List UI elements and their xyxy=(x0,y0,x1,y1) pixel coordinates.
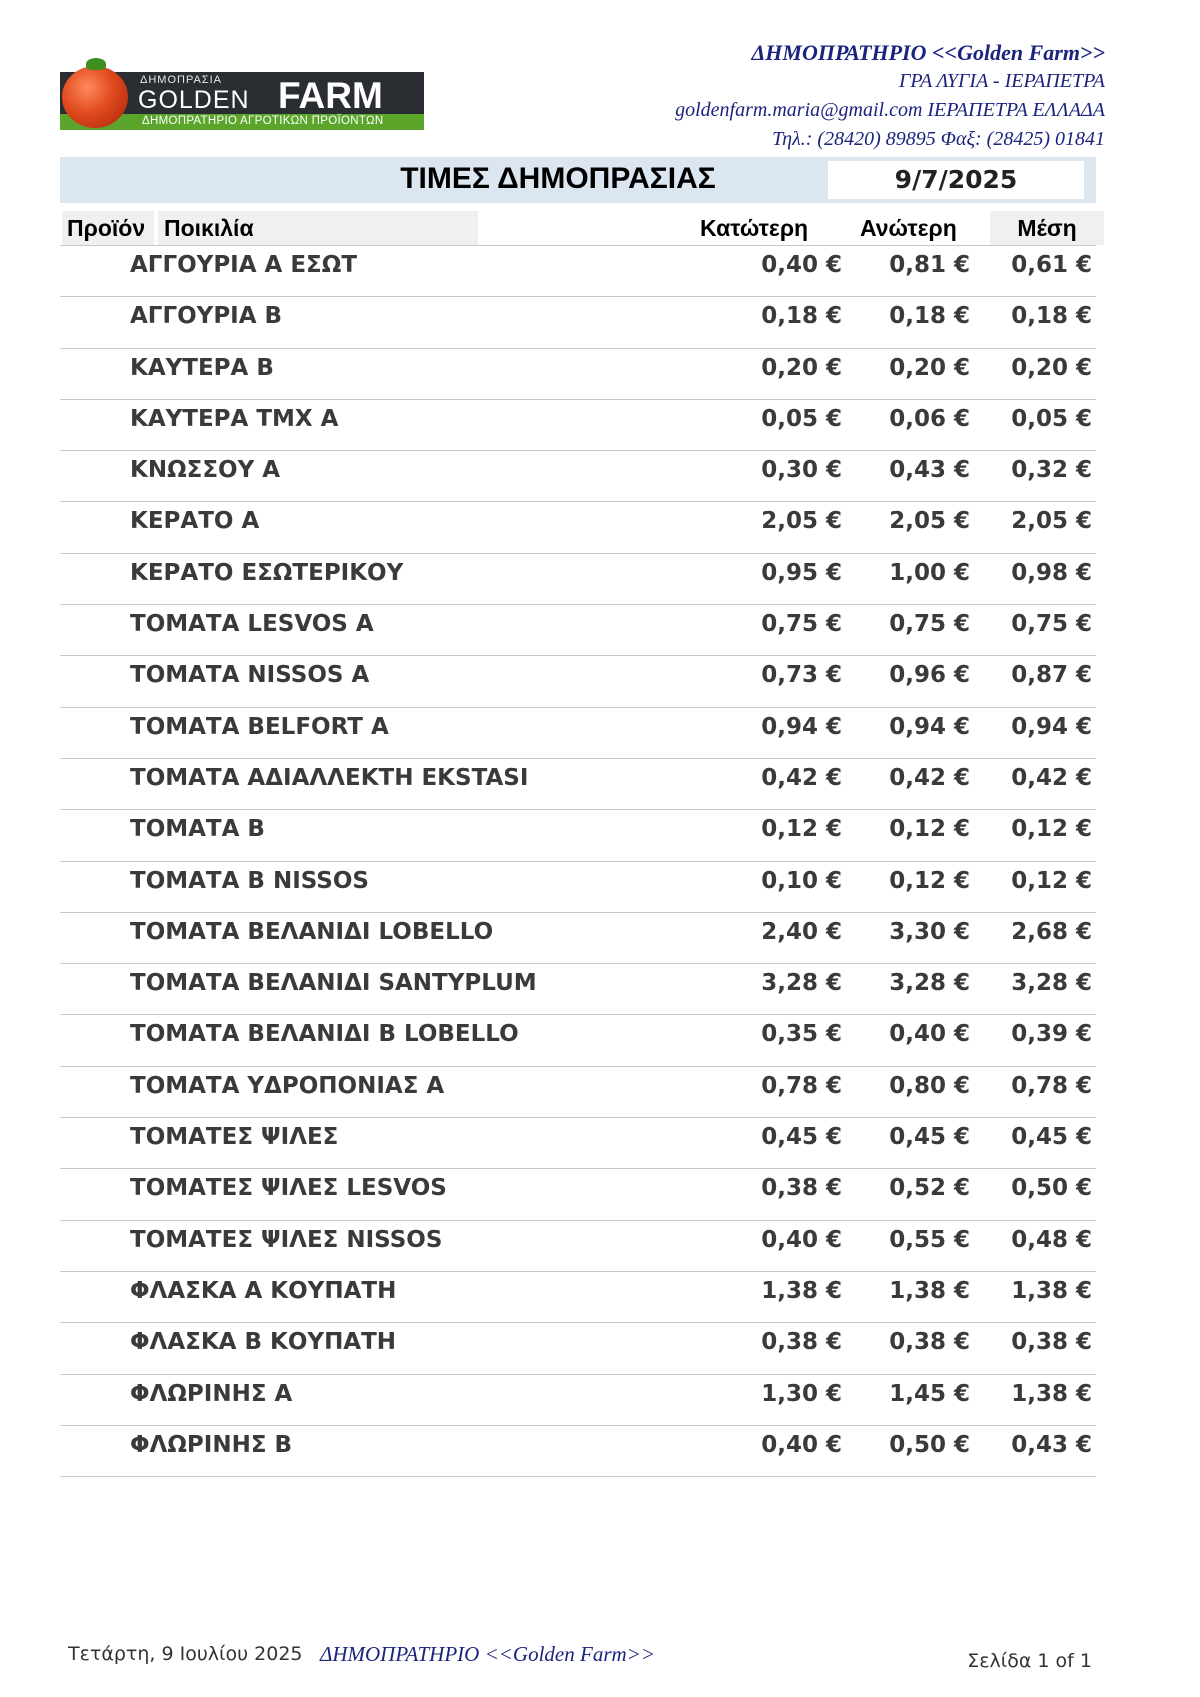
price-min: 0,94 € xyxy=(761,713,842,740)
footer-company: ΔΗΜΟΠΡΑΤΗΡΙΟ <<Golden Farm>> xyxy=(320,1642,656,1666)
price-min: 0,38 € xyxy=(761,1175,842,1202)
table-row xyxy=(60,400,1096,451)
table-row xyxy=(60,1067,1096,1118)
price-min: 0,73 € xyxy=(761,662,842,689)
table-row xyxy=(60,708,1096,759)
table-row xyxy=(60,349,1096,400)
price-avg: 0,39 € xyxy=(1011,1021,1092,1048)
price-avg: 0,20 € xyxy=(1011,354,1092,381)
product-name: ΤΟΜΑΤΑ ΒΕΛΑΝΙΔΙ Β LOBELLO xyxy=(130,1021,519,1048)
product-name: ΚΑΥΤΕΡΑ Β xyxy=(130,354,274,381)
company-address: ΓΡΑ ΛΥΓΙΑ - ΙΕΡΑΠΕΤΡΑ xyxy=(898,70,1105,92)
title-bar xyxy=(60,157,1096,203)
product-name: ΤΟΜΑΤΑ ΥΔΡΟΠΟΝΙΑΣ Α xyxy=(130,1072,445,1099)
price-min: 0,78 € xyxy=(761,1072,842,1099)
price-min: 0,18 € xyxy=(761,303,842,330)
price-max: 1,45 € xyxy=(889,1380,970,1407)
price-table xyxy=(60,246,1096,1477)
price-min: 0,45 € xyxy=(761,1124,842,1151)
price-avg: 0,45 € xyxy=(1011,1124,1092,1151)
price-max: 3,28 € xyxy=(889,970,970,997)
price-max: 0,12 € xyxy=(889,816,970,843)
product-name: ΑΓΓΟΥΡΙΑ Α ΕΣΩΤ xyxy=(130,252,358,278)
table-row xyxy=(60,759,1096,810)
product-name: ΤΟΜΑΤΑ ΒΕΛΑΝΙΔΙ LOBELLO xyxy=(130,918,494,945)
product-name: ΚΑΥΤΕΡΑ ΤΜΧ Α xyxy=(130,405,339,432)
product-name: ΤΟΜΑΤΑ NISSOS Α xyxy=(130,662,370,689)
price-max: 0,75 € xyxy=(889,611,970,638)
price-avg: 0,43 € xyxy=(1011,1431,1092,1458)
price-max: 0,40 € xyxy=(889,1021,970,1048)
price-max: 0,12 € xyxy=(889,867,970,894)
company-logo xyxy=(60,58,424,132)
price-min: 0,30 € xyxy=(761,457,842,484)
price-min: 2,05 € xyxy=(761,508,842,535)
price-min: 0,10 € xyxy=(761,867,842,894)
table-row xyxy=(60,502,1096,553)
product-name: ΚΕΡΑΤΟ Α xyxy=(130,508,260,535)
price-avg: 0,42 € xyxy=(1011,764,1092,791)
table-row xyxy=(60,605,1096,656)
logo-small-text: ΔΗΜΟΠΡΑΣΙΑ xyxy=(140,74,223,86)
price-avg: 0,38 € xyxy=(1011,1329,1092,1356)
table-row xyxy=(60,1015,1096,1066)
logo-band-text: ΔΗΜΟΠΡΑΤΗΡΙΟ ΑΓΡΟΤΙΚΩΝ ΠΡΟΪΟΝΤΩΝ xyxy=(142,115,384,127)
table-row xyxy=(60,1221,1096,1272)
price-min: 0,42 € xyxy=(761,764,842,791)
footer-date: Τετάρτη, 9 Ιουλίου 2025 xyxy=(68,1643,303,1665)
table-row xyxy=(60,964,1096,1015)
price-min: 0,40 € xyxy=(761,1226,842,1253)
price-avg: 0,12 € xyxy=(1011,867,1092,894)
table-row xyxy=(60,246,1096,297)
price-avg: 0,98 € xyxy=(1011,559,1092,586)
column-header-min: Κατώτερη xyxy=(700,215,809,241)
product-name: ΤΟΜΑΤΑ LESVOS Α xyxy=(130,611,374,638)
price-min: 3,28 € xyxy=(761,970,842,997)
price-avg: 0,61 € xyxy=(1011,252,1092,278)
table-row xyxy=(60,1272,1096,1323)
price-max: 0,20 € xyxy=(889,354,970,381)
price-max: 0,55 € xyxy=(889,1226,970,1253)
price-avg: 0,78 € xyxy=(1011,1072,1092,1099)
price-min: 0,35 € xyxy=(761,1021,842,1048)
logo-golden-text: GOLDEN xyxy=(138,86,250,114)
price-avg: 0,94 € xyxy=(1011,713,1092,740)
price-max: 3,30 € xyxy=(889,918,970,945)
price-min: 0,95 € xyxy=(761,559,842,586)
price-avg: 1,38 € xyxy=(1011,1380,1092,1407)
table-row xyxy=(60,554,1096,605)
table-row xyxy=(60,862,1096,913)
price-avg: 2,05 € xyxy=(1011,508,1092,535)
price-avg: 0,32 € xyxy=(1011,457,1092,484)
product-name: ΤΟΜΑΤΑ Β xyxy=(130,816,265,843)
column-header-variety: Ποικιλία xyxy=(158,211,478,245)
price-min: 1,38 € xyxy=(761,1277,842,1304)
table-row xyxy=(60,810,1096,861)
price-avg: 0,87 € xyxy=(1011,662,1092,689)
price-avg: 0,48 € xyxy=(1011,1226,1092,1253)
price-max: 0,18 € xyxy=(889,303,970,330)
price-max: 0,81 € xyxy=(889,252,970,278)
table-row xyxy=(60,1426,1096,1477)
price-max: 1,38 € xyxy=(889,1277,970,1304)
table-row xyxy=(60,1118,1096,1169)
price-min: 0,75 € xyxy=(761,611,842,638)
price-avg: 1,38 € xyxy=(1011,1277,1092,1304)
price-avg: 0,12 € xyxy=(1011,816,1092,843)
price-avg: 0,75 € xyxy=(1011,611,1092,638)
table-row xyxy=(60,656,1096,707)
leaf-icon xyxy=(86,58,106,70)
price-min: 2,40 € xyxy=(761,918,842,945)
price-max: 1,00 € xyxy=(889,559,970,586)
tomato-icon xyxy=(62,66,128,128)
price-avg: 0,18 € xyxy=(1011,303,1092,330)
product-name: ΑΓΓΟΥΡΙΑ Β xyxy=(130,303,283,330)
price-avg: 3,28 € xyxy=(1011,970,1092,997)
table-row xyxy=(60,451,1096,502)
product-name: ΤΟΜΑΤΑ Β NISSOS xyxy=(130,867,369,894)
table-row xyxy=(60,1375,1096,1426)
column-header-product: Προϊόν xyxy=(62,211,154,245)
footer-page-number: Σελίδα 1 of 1 xyxy=(967,1650,1092,1672)
price-max: 0,80 € xyxy=(889,1072,970,1099)
price-max: 0,45 € xyxy=(889,1124,970,1151)
company-email-city: goldenfarm.maria@gmail.com ΙΕΡΑΠΕΤΡΑ ΕΛΛΑΔΑ xyxy=(675,99,1105,121)
product-name: ΤΟΜΑΤΕΣ ΨΙΛΕΣ NISSOS xyxy=(130,1226,443,1253)
price-avg: 0,05 € xyxy=(1011,405,1092,432)
price-max: 0,43 € xyxy=(889,457,970,484)
price-min: 0,05 € xyxy=(761,405,842,432)
price-min: 1,30 € xyxy=(761,1380,842,1407)
price-min: 0,12 € xyxy=(761,816,842,843)
product-name: ΤΟΜΑΤΕΣ ΨΙΛΕΣ xyxy=(130,1124,339,1151)
column-header-max: Ανώτερη xyxy=(860,215,957,241)
table-row xyxy=(60,1323,1096,1374)
product-name: ΚΝΩΣΣΟΥ Α xyxy=(130,457,281,484)
price-min: 0,40 € xyxy=(761,252,842,278)
product-name: ΤΟΜΑΤΑ ΒΕΛΑΝΙΔΙ SANTYPLUM xyxy=(130,970,537,997)
product-name: ΤΟΜΑΤΕΣ ΨΙΛΕΣ LESVOS xyxy=(130,1175,447,1202)
company-phones: Τηλ.: (28420) 89895 Φαξ: (28425) 01841 xyxy=(772,128,1105,150)
product-name: ΤΟΜΑΤΑ BELFORT Α xyxy=(130,713,389,740)
price-max: 0,50 € xyxy=(889,1431,970,1458)
table-row xyxy=(60,913,1096,964)
company-name: ΔΗΜΟΠΡΑΤΗΡΙΟ <<Golden Farm>> xyxy=(751,40,1105,65)
price-max: 2,05 € xyxy=(889,508,970,535)
price-max: 0,52 € xyxy=(889,1175,970,1202)
table-row xyxy=(60,297,1096,348)
price-min: 0,38 € xyxy=(761,1329,842,1356)
table-row xyxy=(60,1169,1096,1220)
column-header-avg: Μέση xyxy=(990,211,1104,245)
price-max: 0,94 € xyxy=(889,713,970,740)
logo-farm-text: FARM xyxy=(278,75,383,116)
auction-date: 9/7/2025 xyxy=(828,161,1084,199)
price-min: 0,20 € xyxy=(761,354,842,381)
price-max: 0,42 € xyxy=(889,764,970,791)
price-avg: 0,50 € xyxy=(1011,1175,1092,1202)
price-max: 0,38 € xyxy=(889,1329,970,1356)
product-name: ΦΛΑΣΚΑ Α ΚΟΥΠΑΤΗ xyxy=(130,1277,397,1304)
product-name: ΦΛΑΣΚΑ Β ΚΟΥΠΑΤΗ xyxy=(130,1329,397,1356)
price-max: 0,96 € xyxy=(889,662,970,689)
product-name: ΤΟΜΑΤΑ ΑΔΙΑΛΛΕΚΤΗ EKSTASI xyxy=(130,764,529,791)
price-avg: 2,68 € xyxy=(1011,918,1092,945)
page-title: ΤΙΜΕΣ ΔΗΜΟΠΡΑΣΙΑΣ xyxy=(400,162,716,195)
price-min: 0,40 € xyxy=(761,1431,842,1458)
price-max: 0,06 € xyxy=(889,405,970,432)
product-name: ΦΛΩΡΙΝΗΣ Β xyxy=(130,1431,293,1458)
product-name: ΚΕΡΑΤΟ ΕΣΩΤΕΡΙΚΟΥ xyxy=(130,559,404,586)
product-name: ΦΛΩΡΙΝΗΣ Α xyxy=(130,1380,293,1407)
